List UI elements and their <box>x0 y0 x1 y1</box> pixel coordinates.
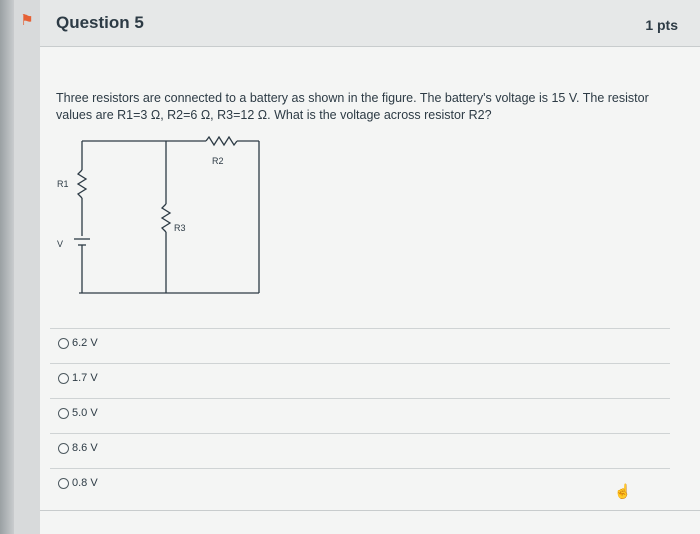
window-edge <box>0 0 14 534</box>
r3-label: R3 <box>174 223 186 233</box>
answer-option-5[interactable] <box>50 468 670 503</box>
r1-label: R1 <box>57 179 69 189</box>
answer-option-4[interactable] <box>50 433 670 468</box>
radio-button[interactable] <box>58 338 69 349</box>
question-text: Three resistors are connected to a battery as shown in the figure. The battery's voltage is 15 V. The resistor values are R1=3 Ω, R2=6 Ω, R3=12 Ω. What is the voltage across resistor R2? <box>56 91 649 122</box>
flag-icon[interactable]: ⚑ <box>20 12 34 29</box>
answer-label: 6.2 V <box>72 337 98 349</box>
radio-button[interactable] <box>58 373 69 384</box>
answer-label: 0.8 V <box>72 477 98 489</box>
radio-button[interactable] <box>58 443 69 454</box>
radio-button[interactable] <box>58 408 69 419</box>
hand-pointer-icon: ☝ <box>614 483 632 499</box>
r2-label: R2 <box>212 156 224 166</box>
voltage-label: V <box>57 239 64 249</box>
radio-button[interactable] <box>58 478 69 489</box>
answer-label: 1.7 V <box>72 372 98 384</box>
answer-label: 8.6 V <box>72 442 98 454</box>
answer-option-2[interactable] <box>50 363 670 398</box>
answer-label: 5.0 V <box>72 407 98 419</box>
footer-divider <box>40 510 700 511</box>
question-header <box>40 0 700 47</box>
answer-option-3[interactable] <box>50 398 670 433</box>
question-title: Question 5 <box>56 13 144 32</box>
question-card <box>40 0 700 534</box>
circuit-diagram <box>54 136 274 296</box>
question-points: 1 pts <box>645 17 678 33</box>
answer-option-1[interactable] <box>50 328 670 363</box>
